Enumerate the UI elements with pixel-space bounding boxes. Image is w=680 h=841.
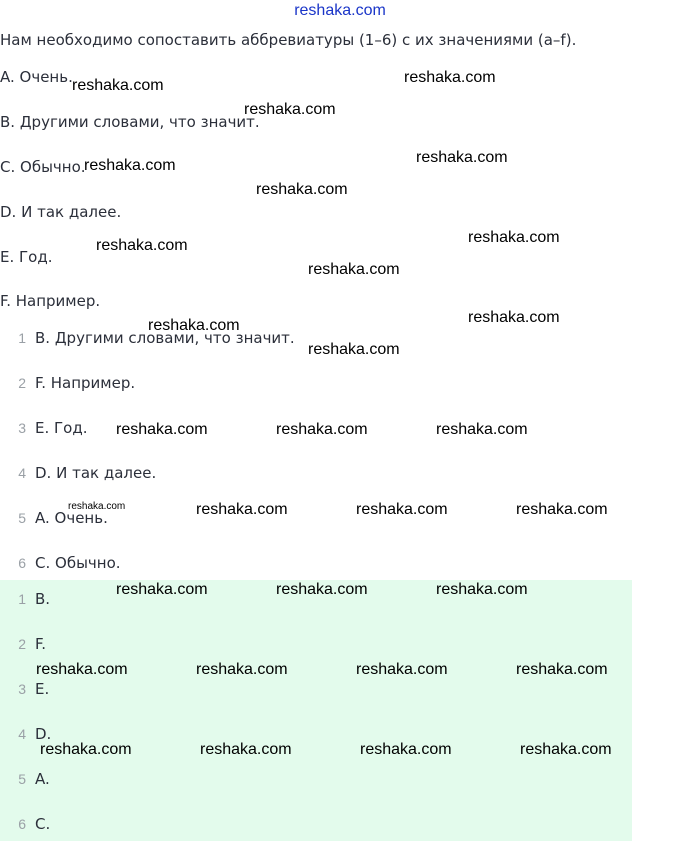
answer-number: 6 — [18, 816, 26, 832]
watermark: reshaka.com — [468, 309, 560, 326]
watermark: reshaka.com — [116, 421, 208, 438]
match-text: F. Например. — [35, 374, 136, 392]
watermark: reshaka.com — [308, 261, 400, 278]
match-number: 1 — [18, 330, 26, 346]
watermark: reshaka.com — [40, 741, 132, 758]
watermark: reshaka.com — [116, 581, 208, 598]
answer-letter: C. — [35, 815, 51, 833]
answer-letter: D. — [35, 725, 52, 743]
site-link[interactable]: reshaka.com — [294, 2, 386, 19]
answer-number: 3 — [18, 681, 26, 697]
watermark: reshaka.com — [200, 741, 292, 758]
watermark: reshaka.com — [96, 237, 188, 254]
option-f: F. Например. — [0, 292, 101, 310]
option-b: B. Другими словами, что значит. — [0, 113, 260, 131]
answer-number: 5 — [18, 771, 26, 787]
watermark: reshaka.com — [360, 741, 452, 758]
task-intro: Нам необходимо сопоставить аббревиатуры (1–6) с их значениями (a–f). — [0, 31, 577, 49]
answer-letter: A. — [35, 770, 50, 788]
match-text: D. И так далее. — [35, 464, 157, 482]
answer-number: 2 — [18, 636, 26, 652]
answer-number: 1 — [18, 591, 26, 607]
answer-number: 4 — [18, 726, 26, 742]
watermark: reshaka.com — [276, 421, 368, 438]
answer-letter: B. — [35, 590, 51, 608]
watermark: reshaka.com — [148, 317, 240, 334]
watermark: reshaka.com — [276, 581, 368, 598]
watermark: reshaka.com — [468, 229, 560, 246]
watermark: reshaka.com — [404, 69, 496, 86]
option-e: E. Год. — [0, 248, 53, 266]
match-text: E. Год. — [35, 419, 88, 437]
match-text: C. Обычно. — [35, 554, 121, 572]
answer-letter: E. — [35, 680, 50, 698]
match-text: B. Другими словами, что значит. — [35, 329, 295, 347]
match-number: 6 — [18, 555, 26, 571]
watermark: reshaka.com — [516, 501, 608, 518]
watermark: reshaka.com — [356, 661, 448, 678]
watermark: reshaka.com — [356, 501, 448, 518]
watermark: reshaka.com — [256, 181, 348, 198]
match-number: 2 — [18, 375, 26, 391]
match-number: 3 — [18, 420, 26, 436]
watermark: reshaka.com — [84, 157, 176, 174]
watermark: reshaka.com — [196, 661, 288, 678]
answer-letter: F. — [35, 635, 46, 653]
watermark: reshaka.com — [416, 149, 508, 166]
watermark: reshaka.com — [244, 101, 336, 118]
watermark: reshaka.com — [196, 501, 288, 518]
watermark: reshaka.com — [36, 661, 128, 678]
watermark: reshaka.com — [68, 501, 126, 512]
option-a: A. Очень. — [0, 68, 73, 86]
watermark: reshaka.com — [436, 581, 528, 598]
watermark: reshaka.com — [308, 341, 400, 358]
watermark: reshaka.com — [436, 421, 528, 438]
match-number: 4 — [18, 465, 26, 481]
answer-panel — [0, 580, 632, 841]
option-c: C. Обычно. — [0, 158, 86, 176]
watermark: reshaka.com — [516, 661, 608, 678]
watermark: reshaka.com — [72, 77, 164, 94]
watermark: reshaka.com — [520, 741, 612, 758]
match-text: A. Очень. — [35, 509, 108, 527]
option-d: D. И так далее. — [0, 203, 122, 221]
match-number: 5 — [18, 510, 26, 526]
